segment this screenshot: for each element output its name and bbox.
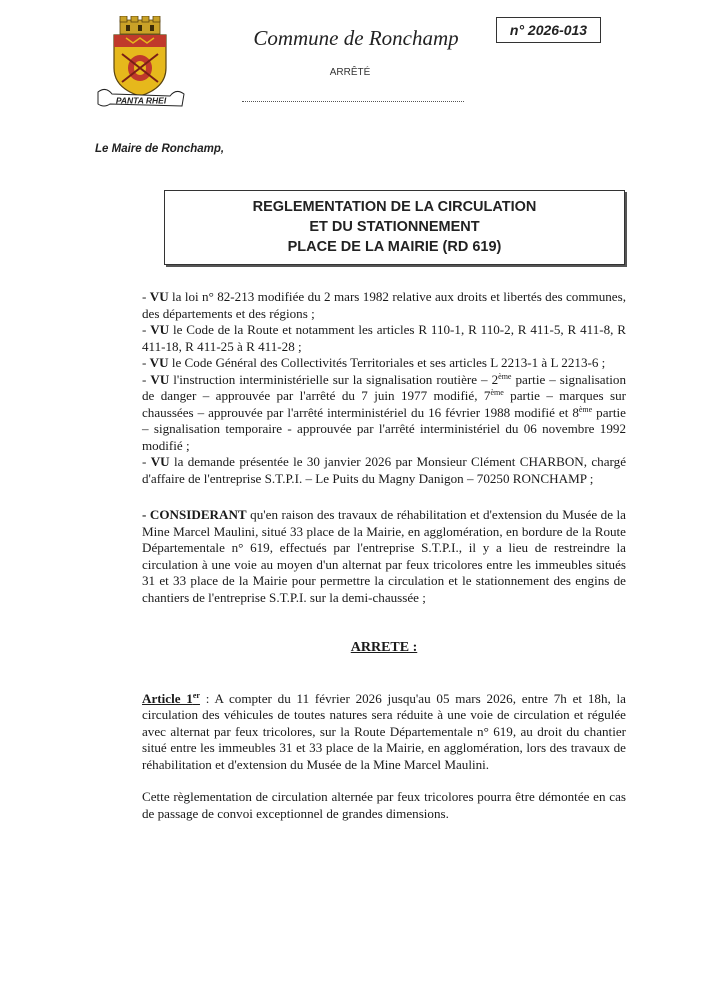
arrete-heading: ARRETE :	[350, 640, 418, 655]
vu-keyword: VU	[149, 355, 169, 370]
considerant-keyword: CONSIDERANT	[149, 507, 247, 522]
vu-keyword: VU	[150, 371, 170, 387]
vu-clause: - VU la demande présentée le 30 janvier 2026 par Monsieur Clément CHARBON, chargé d'affaire de l'entreprise S.T.P.I. – Le Puits du Magny Danigon – 70250 RONCHAMP ;	[142, 454, 627, 486]
title-line-1: REGLEMENTATION DE LA CIRCULATION	[252, 199, 537, 215]
document-type-label: ARRÊTÉ	[329, 67, 371, 78]
vu-keyword: VU	[150, 454, 170, 469]
vu-clause: - VU le Code de la Route et notamment les articles R 110-1, R 110-2, R 411-5, R 411-8, R 411-18, R 411-25 à R 411-28 ;	[142, 322, 627, 354]
vu-clause: - VU le Code Général des Collectivités Territoriales et ses articles L 2213-1 à L 2213-6 ;	[142, 355, 606, 370]
decree-title-box	[164, 190, 625, 265]
commune-name: Commune de Ronchamp	[253, 26, 459, 50]
dotted-separator	[242, 101, 464, 102]
article-1-title: Article 1er	[142, 690, 200, 706]
article-1: Article 1er : A compter du 11 février 2026 jusqu'au 05 mars 2026, entre 7h et 18h, la circulation des véhicules de toutes natures sera réduite à une voie de circulation et régulée avec alternat par feux tricolores, sur la Route Départementale n° 619, au droit du chantier situé entre les immeubles 31 et 33 place de la Mairie, en agglomération, lors des travaux de réhabilitation et d'extension du Musée de la Mine Marcel Maulini.	[142, 690, 626, 772]
title-line-2: ET DU STATIONNEMENT	[309, 219, 480, 235]
article-1-paragraph-2: Cette règlementation de circulation alternée par feux tricolores pourra être démontée en cas de passage de convoi exceptionnel de grandes dimensions.	[142, 789, 626, 821]
vu-keyword: VU	[150, 322, 170, 337]
decree-number: n° 2026-013	[496, 17, 601, 43]
vu-clause-instruction: - VU l'instruction interministérielle sur la signalisation routière – 2ème partie – signalisation de danger – approuvée par l'arrêté du 7 juin 1977 modifié, 7ème partie – marques sur chaussées – approuvée par l'arrêté interministériel du 16 février 1988 modifié et 8ème partie – signalisation temporaire - approuvée par l'arrêté interministériel du 06 novembre 1992 modifié ;	[142, 371, 626, 453]
shield-icon	[114, 35, 166, 96]
considerant-clause: - CONSIDERANT qu'en raison des travaux de réhabilitation et d'extension du Musée de la Mine Marcel Maulini, situé 33 place de la Mairie, en agglomération, en bordure de la Route Départementale n° 619, effectués par l'entreprise S.T.P.I., il y a lieu de restreindre la circulation à une voie au moyen d'un alternat par feux tricolores entre les immeubles situés 31 et 33 place de la Mairie pour permettre la circulation et le stationnement des engins de chantiers de l'entreprise S.T.P.I. sur la demi-chaussée ;	[142, 507, 626, 605]
vu-keyword: VU	[149, 289, 169, 304]
decree-body	[142, 289, 626, 822]
mural-crown-icon	[120, 16, 160, 34]
signatory-heading: Le Maire de Ronchamp,	[95, 143, 225, 155]
vu-clause: - VU la loi n° 82-213 modifiée du 2 mars 1982 relative aux droits et libertés des communes, des départements et des régions ;	[142, 289, 626, 321]
ronchamp-coat-of-arms-logo	[96, 16, 188, 108]
title-line-3: PLACE DE LA MAIRIE (RD 619)	[287, 239, 502, 255]
motto-text: PANTA RHEI	[115, 95, 167, 106]
